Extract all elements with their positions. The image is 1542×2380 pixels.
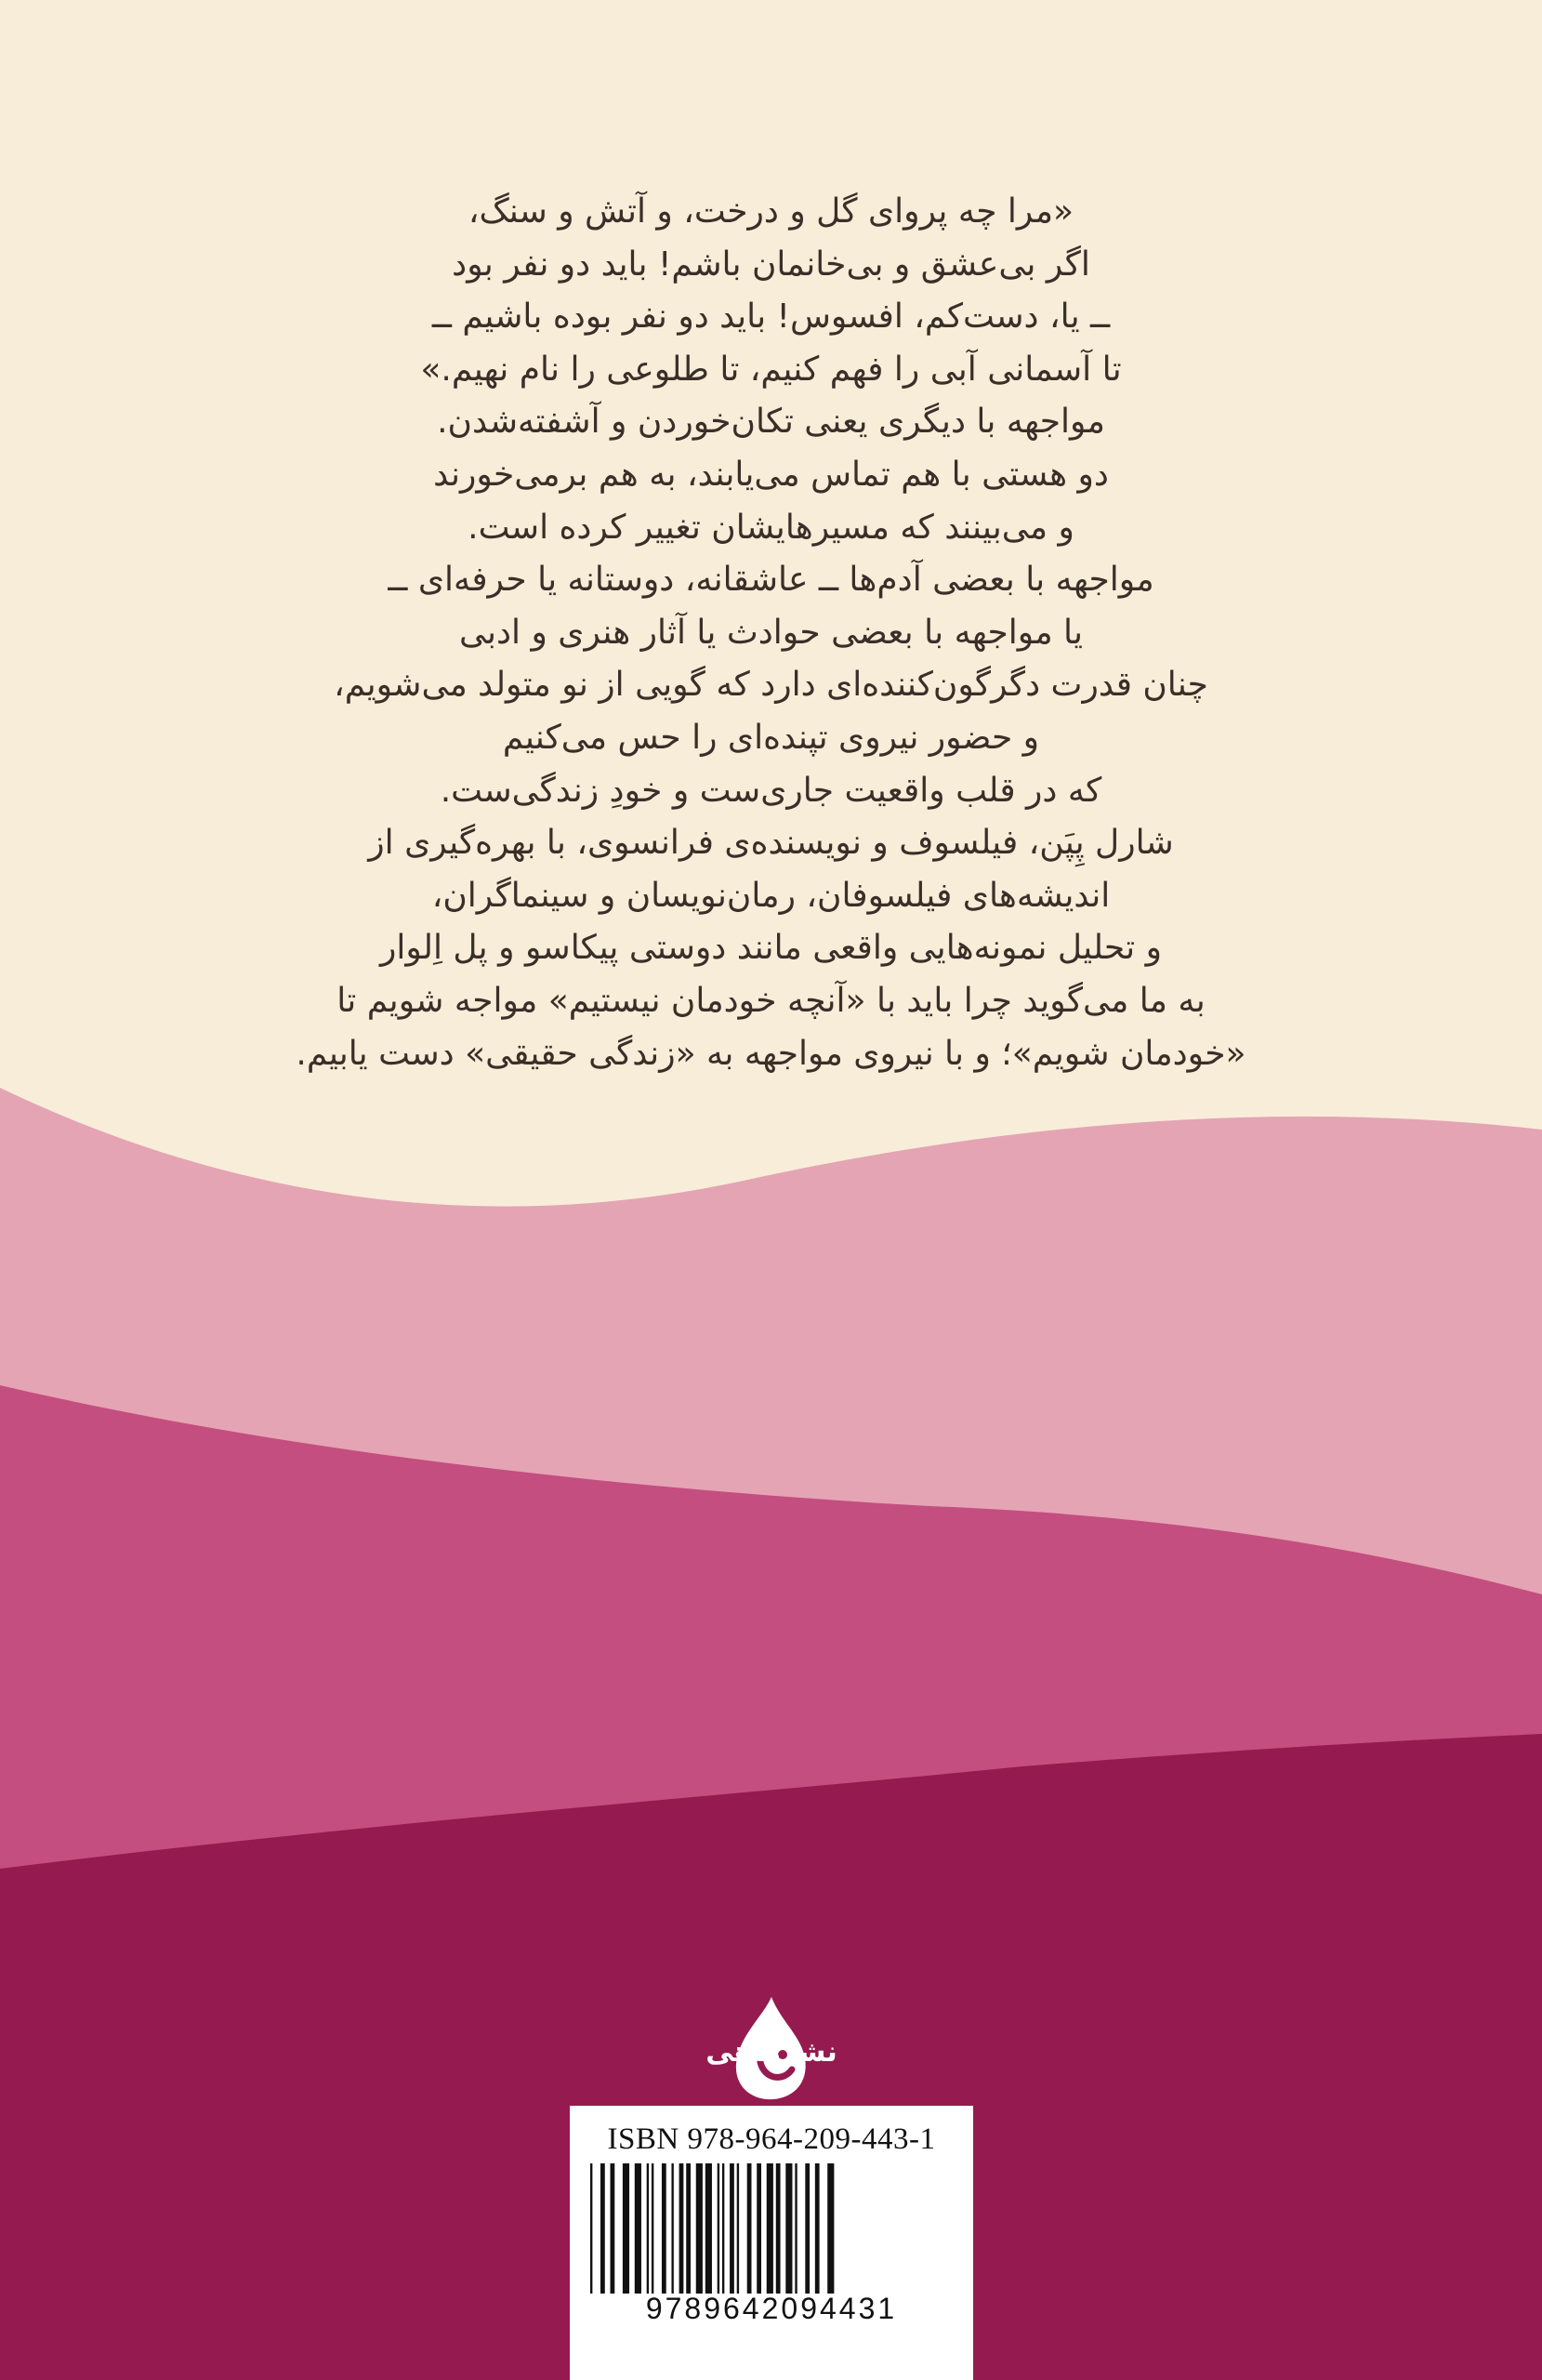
blurb-line: تا آسمانی آبی را فهم کنیم، تا طلوعی را نام نهیم.» bbox=[420, 350, 1122, 389]
blurb-line: چنان قدرت دگرگون‌کننده‌ای دارد که گویی از نو متولد می‌شویم، bbox=[334, 666, 1208, 705]
blurb-line: «مرا چه پروای گل و درخت، و آتش و سنگ، bbox=[468, 192, 1074, 231]
blurb-line: ــ یا، دست‌کم، افسوس! باید دو نفر بوده باشیم ــ bbox=[431, 298, 1111, 337]
blurb-line: به ما می‌گوید چرا باید با «آنچه خودمان نیستیم» مواجه شویم تا bbox=[336, 981, 1206, 1020]
barcode-bar bbox=[767, 2163, 773, 2294]
blurb-line: مواجهه با دیگری یعنی تکان‌خوردن و آشفته‌شدن. bbox=[437, 403, 1105, 442]
blurb-line: شارل پِپَن، فیلسوف و نویسنده‌ی فرانسوی، با بهره‌گیری از bbox=[368, 824, 1174, 863]
barcode-bar bbox=[827, 2163, 834, 2294]
barcode-bar bbox=[696, 2163, 703, 2294]
barcode-digits: 9789642094431 bbox=[645, 2292, 898, 2325]
blurb-line: دو هستی با هم تماس می‌یابند، به هم برمی‌خورند bbox=[433, 455, 1109, 494]
publisher-name: نشرماهی bbox=[705, 2036, 837, 2069]
barcode-bar bbox=[662, 2163, 666, 2294]
barcode-bar bbox=[815, 2163, 820, 2294]
blurb-line: و حضور نیروی تپنده‌ای را حس می‌کنیم bbox=[502, 718, 1040, 757]
barcode-bar bbox=[635, 2163, 641, 2294]
barcode-bar bbox=[795, 2163, 797, 2294]
barcode-bar bbox=[747, 2163, 752, 2294]
barcode-bar bbox=[757, 2163, 761, 2294]
blurb-line: مواجهه با بعضی آدم‌ها ــ عاشقانه، دوستانه یا حرفه‌ای ــ bbox=[388, 561, 1154, 600]
barcode-label bbox=[570, 2106, 973, 2380]
back-cover-blurb bbox=[93, 186, 1449, 1080]
barcode-bar bbox=[776, 2163, 781, 2294]
blurb-line: اگر بی‌عشق و بی‌خانمان باشم! باید دو نفر بود bbox=[452, 245, 1090, 284]
barcode-bar bbox=[805, 2163, 810, 2294]
barcode-bar bbox=[730, 2163, 734, 2294]
barcode-bar bbox=[686, 2163, 691, 2294]
barcode-bar bbox=[671, 2163, 673, 2294]
isbn-text: ISBN 978-964-209-443-1 bbox=[607, 2122, 936, 2156]
blurb-line: و می‌بینند که مسیرهایشان تغییر کرده است. bbox=[468, 508, 1074, 547]
barcode-bar bbox=[647, 2163, 649, 2294]
blurb-line: و تحلیل نمونه‌هایی واقعی مانند دوستی پیکاسو و پل اِلوار bbox=[380, 929, 1162, 968]
barcode-bar bbox=[679, 2163, 684, 2294]
blurb-line: اندیشه‌های فیلسوفان، رمان‌نویسان و سینماگران، bbox=[431, 876, 1111, 915]
barcode-bar bbox=[600, 2163, 605, 2294]
barcode-bar bbox=[722, 2163, 724, 2294]
blurb-line: یا مواجهه با بعضی حوادث یا آثار هنری و ادبی bbox=[458, 613, 1084, 652]
barcode-bar bbox=[611, 2163, 615, 2294]
barcode-bar bbox=[652, 2163, 653, 2294]
barcode-bar bbox=[705, 2163, 712, 2294]
barcode-bar bbox=[737, 2163, 739, 2294]
barcode-bar bbox=[590, 2163, 592, 2294]
barcode-bar bbox=[718, 2163, 719, 2294]
barcode-bar bbox=[623, 2163, 629, 2294]
barcode-bars bbox=[590, 2163, 953, 2294]
barcode-bar bbox=[785, 2163, 792, 2294]
blurb-line: که در قلب واقعیت جاری‌ست و خودِ زندگی‌ست. bbox=[440, 771, 1102, 810]
blurb-line: «خودمان شویم»؛ و با نیروی مواجهه به «زندگی حقیقی» دست یابیم. bbox=[296, 1034, 1246, 1073]
